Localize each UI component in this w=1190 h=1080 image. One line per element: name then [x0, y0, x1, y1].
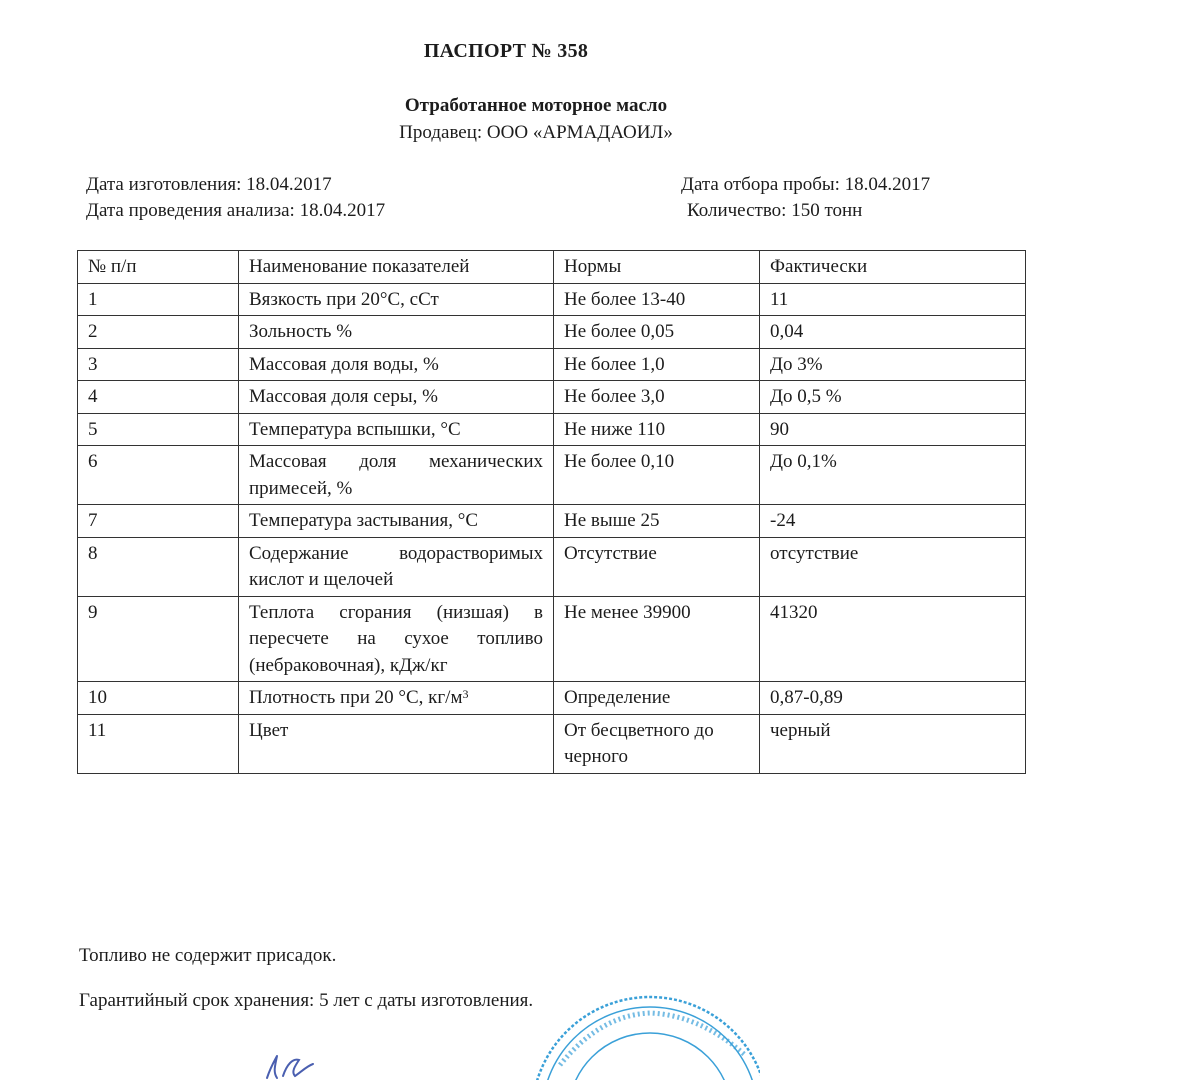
row-num: 2 [78, 316, 239, 349]
row-actual: До 0,1% [760, 446, 1026, 505]
row-num: 11 [78, 714, 239, 773]
header-norm [554, 251, 760, 284]
row-indicator: Температура застывания, °С [239, 505, 554, 538]
row-actual: До 0,5 % [760, 381, 1026, 414]
row-norm: Не менее 39900 [554, 596, 760, 682]
row-num: 6 [78, 446, 239, 505]
header-actual-label: Фактически [770, 256, 868, 277]
row-num: 7 [78, 505, 239, 538]
row-norm: Не более 0,05 [554, 316, 760, 349]
row-actual: До 3% [760, 348, 1026, 381]
row-norm: Не выше 25 [554, 505, 760, 538]
row-actual: 11 [760, 283, 1026, 316]
row-norm: Определение [554, 682, 760, 715]
row-norm: Не более 1,0 [554, 348, 760, 381]
row-indicator: Вязкость при 20°С, сСт [239, 283, 554, 316]
row-indicator-text: Плотность при 20 °С, кг/м [249, 687, 463, 708]
header-actual [760, 251, 1026, 284]
header-num [78, 251, 239, 284]
row-indicator: Температура вспышки, °С [239, 413, 554, 446]
row-indicator: Массовая доля механических примесей, % [239, 446, 554, 505]
analysis-date: Дата проведения анализа: 18.04.2017 [86, 200, 386, 221]
row-norm: Не более 13-40 [554, 283, 760, 316]
table-row [78, 283, 1026, 316]
manufacture-date: Дата изготовления: 18.04.2017 [86, 174, 332, 195]
row-num: 1 [78, 283, 239, 316]
row-norm: Отсутствие [554, 537, 760, 596]
row-indicator: Цвет [239, 714, 554, 773]
row-norm: От бесцветного до черного [554, 714, 760, 773]
table-header-row [78, 251, 1026, 284]
row-actual: 41320 [760, 596, 1026, 682]
row-num: 5 [78, 413, 239, 446]
table-row [78, 446, 1026, 505]
seller-line: Продавец: ООО «АРМАДАОИЛ» [399, 122, 673, 143]
row-indicator [239, 682, 554, 715]
table-row [78, 348, 1026, 381]
row-indicator: Массовая доля серы, % [239, 381, 554, 414]
row-actual: 90 [760, 413, 1026, 446]
table-row [78, 682, 1026, 715]
row-indicator: Зольность % [239, 316, 554, 349]
row-indicator: Содержание водорастворимых кислот и щелочей [239, 537, 554, 596]
row-indicator: Теплота сгорания (низшая) в пересчете на сухое топливо (небраковочная), кДж/кг [239, 596, 554, 682]
table-row [78, 714, 1026, 773]
row-num: 8 [78, 537, 239, 596]
row-num: 3 [78, 348, 239, 381]
table-row [78, 316, 1026, 349]
row-indicator: Массовая доля воды, % [239, 348, 554, 381]
quantity: Количество: 150 тонн [687, 200, 863, 221]
header-norm-label: Нормы [564, 256, 622, 277]
stamp-icon [520, 985, 760, 1080]
document-subtitle: Отработанное моторное масло [404, 95, 668, 116]
row-norm: Не ниже 110 [554, 413, 760, 446]
row-num: 9 [78, 596, 239, 682]
row-norm: Не более 3,0 [554, 381, 760, 414]
indicators-table [77, 250, 1026, 774]
header-name [239, 251, 554, 284]
signature-icon [255, 1052, 365, 1080]
table-row [78, 505, 1026, 538]
row-norm: Не более 0,10 [554, 446, 760, 505]
table-row [78, 381, 1026, 414]
table-row [78, 596, 1026, 682]
row-num: 4 [78, 381, 239, 414]
row-actual: -24 [760, 505, 1026, 538]
superscript: 3 [462, 687, 469, 701]
table-row [78, 413, 1026, 446]
header-name-label: Наименование показателей [249, 256, 470, 277]
document-title: ПАСПОРТ № 358 [423, 40, 589, 62]
row-actual: отсутствие [760, 537, 1026, 596]
row-num: 10 [78, 682, 239, 715]
row-actual: 0,87-0,89 [760, 682, 1026, 715]
shelf-life-note: Гарантийный срок хранения: 5 лет с даты изготовления. [79, 990, 534, 1011]
sample-date: Дата отбора пробы: 18.04.2017 [681, 174, 931, 195]
row-actual: черный [760, 714, 1026, 773]
additives-note: Топливо не содержит присадок. [79, 945, 337, 966]
table-row [78, 537, 1026, 596]
row-actual: 0,04 [760, 316, 1026, 349]
header-num-label: № п/п [88, 256, 137, 277]
